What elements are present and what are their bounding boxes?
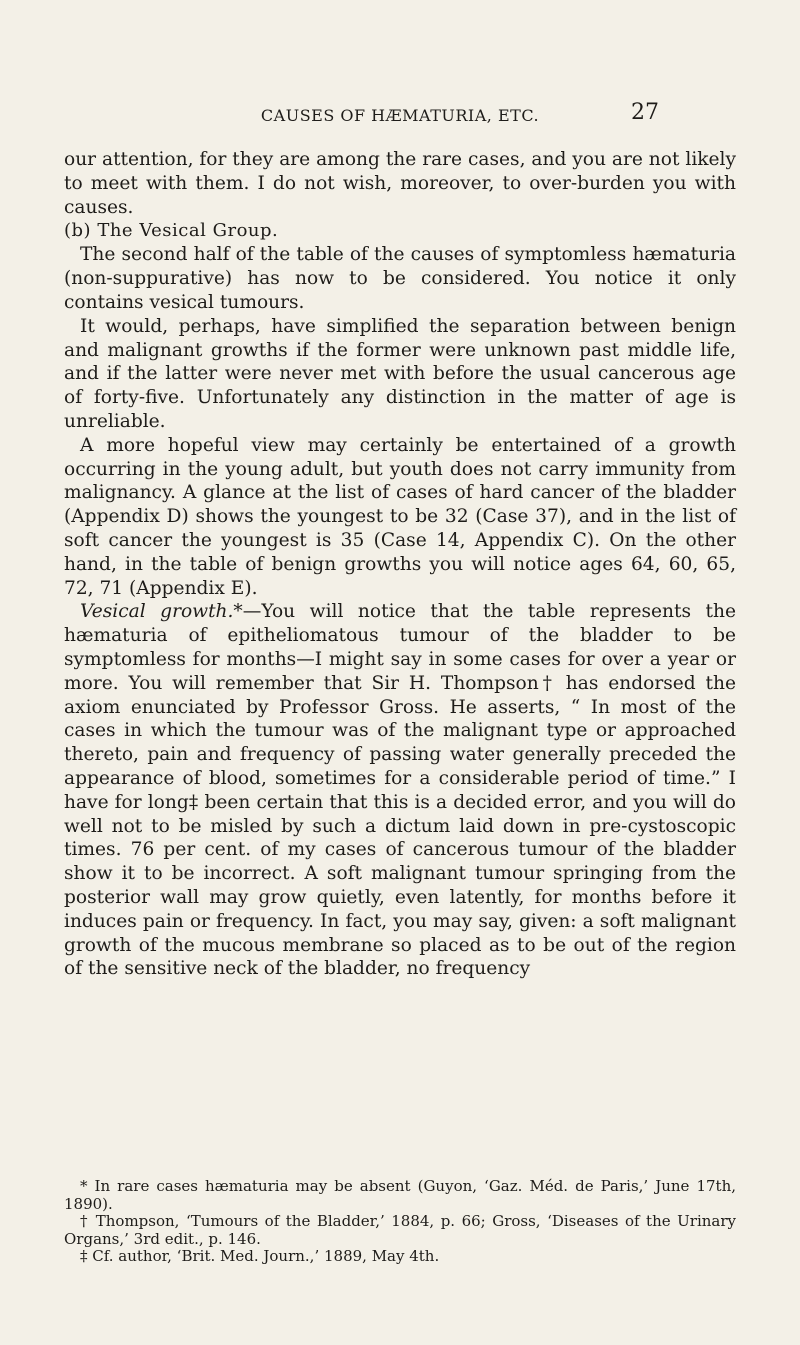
- heading-prefix: (b): [64, 220, 92, 242]
- heading-word-1: The: [97, 220, 134, 242]
- heading-word-2: Vesical: [139, 220, 207, 242]
- heading-word-3: Group.: [212, 220, 279, 242]
- section-heading: [64, 219, 736, 243]
- running-head: CAUSES OF HÆMATURIA, ETC.: [260, 106, 540, 125]
- paragraph-1: our attention, for they are among the rare cases, and you are not likely to meet with them. I do not wish, moreover, to over-burden you with causes.: [64, 149, 736, 218]
- paragraph-5-text: —You will notice that the table represents the hæmaturia of epitheliomatous tumour of the bladder to be symptomless for months—I might say in some cases for over a year or more. You will remember that Sir H. Thompson† has endorsed the axiom enunciated by Professor Gross. He asserts, “ In most of the cases in which the tumour was of the malignant type or approached thereto, pain and frequency of passing water generally preceded the appearance of blood, sometimes for a considerable period of time.” I have for long‡ been certain that this is a decided error, and you will do well not to be misled by such a dictum laid down in pre-cystoscopic times. 76 per cent. of my cases of cancerous tumour of the bladder show it to be incorrect. A soft malignant tumour springing from the posterior wall may grow quietly, even latently, for months before it induces pain or frequency. In fact, you may say, given: a soft malignant growth of the mucous membrane so placed as to be out of the region of the sensitive neck of the bladder, no frequency: [64, 601, 736, 980]
- paragraph-3: It would, perhaps, have simplified the separation between benign and malignant growths if the former were unknown past middle life, and if the latter were never met with before the usual cancerous age of forty-five. Unfortunately any distinction in the matter of age is unreliable.: [64, 315, 736, 432]
- footnote-1: * In rare cases hæmaturia may be absent (Guyon, ‘Gaz. Méd. de Paris,’ June 17th, 1890).: [64, 1177, 736, 1213]
- footnote-2: † Thompson, ‘Tumours of the Bladder,’ 1884, p. 66; Gross, ‘Diseases of the Urinary Organs,’ 3rd edit., p. 146.: [64, 1212, 736, 1248]
- paragraph-5: [64, 600, 736, 981]
- paragraph-2: The second half of the table of the causes of symptomless hæmaturia (non-suppurative) has now to be considered. You notice it only contains vesical tumours.: [64, 244, 736, 313]
- footnotes: [64, 1178, 736, 1266]
- page-header: [0, 100, 800, 136]
- paragraph-4: A more hopeful view may certainly be entertained of a growth occurring in the young adult, but youth does not carry immunity from malignancy. A glance at the list of cases of hard cancer of the bladder (Appendix D) shows the youngest to be 32 (Case 37), and in the list of soft cancer the youngest is 35 (Case 14, Appendix C). On the other hand, in the table of benign growths you will notice ages 64, 60, 65, 72, 71 (Appendix E).: [64, 434, 736, 599]
- body-text: [64, 148, 736, 981]
- vesical-growth-italic: Vesical growth.*: [80, 601, 243, 623]
- page-number: 27: [631, 100, 659, 125]
- footnote-3: ‡ Cf. author, ‘Brit. Med. Journ.,’ 1889, May 4th.: [80, 1247, 440, 1265]
